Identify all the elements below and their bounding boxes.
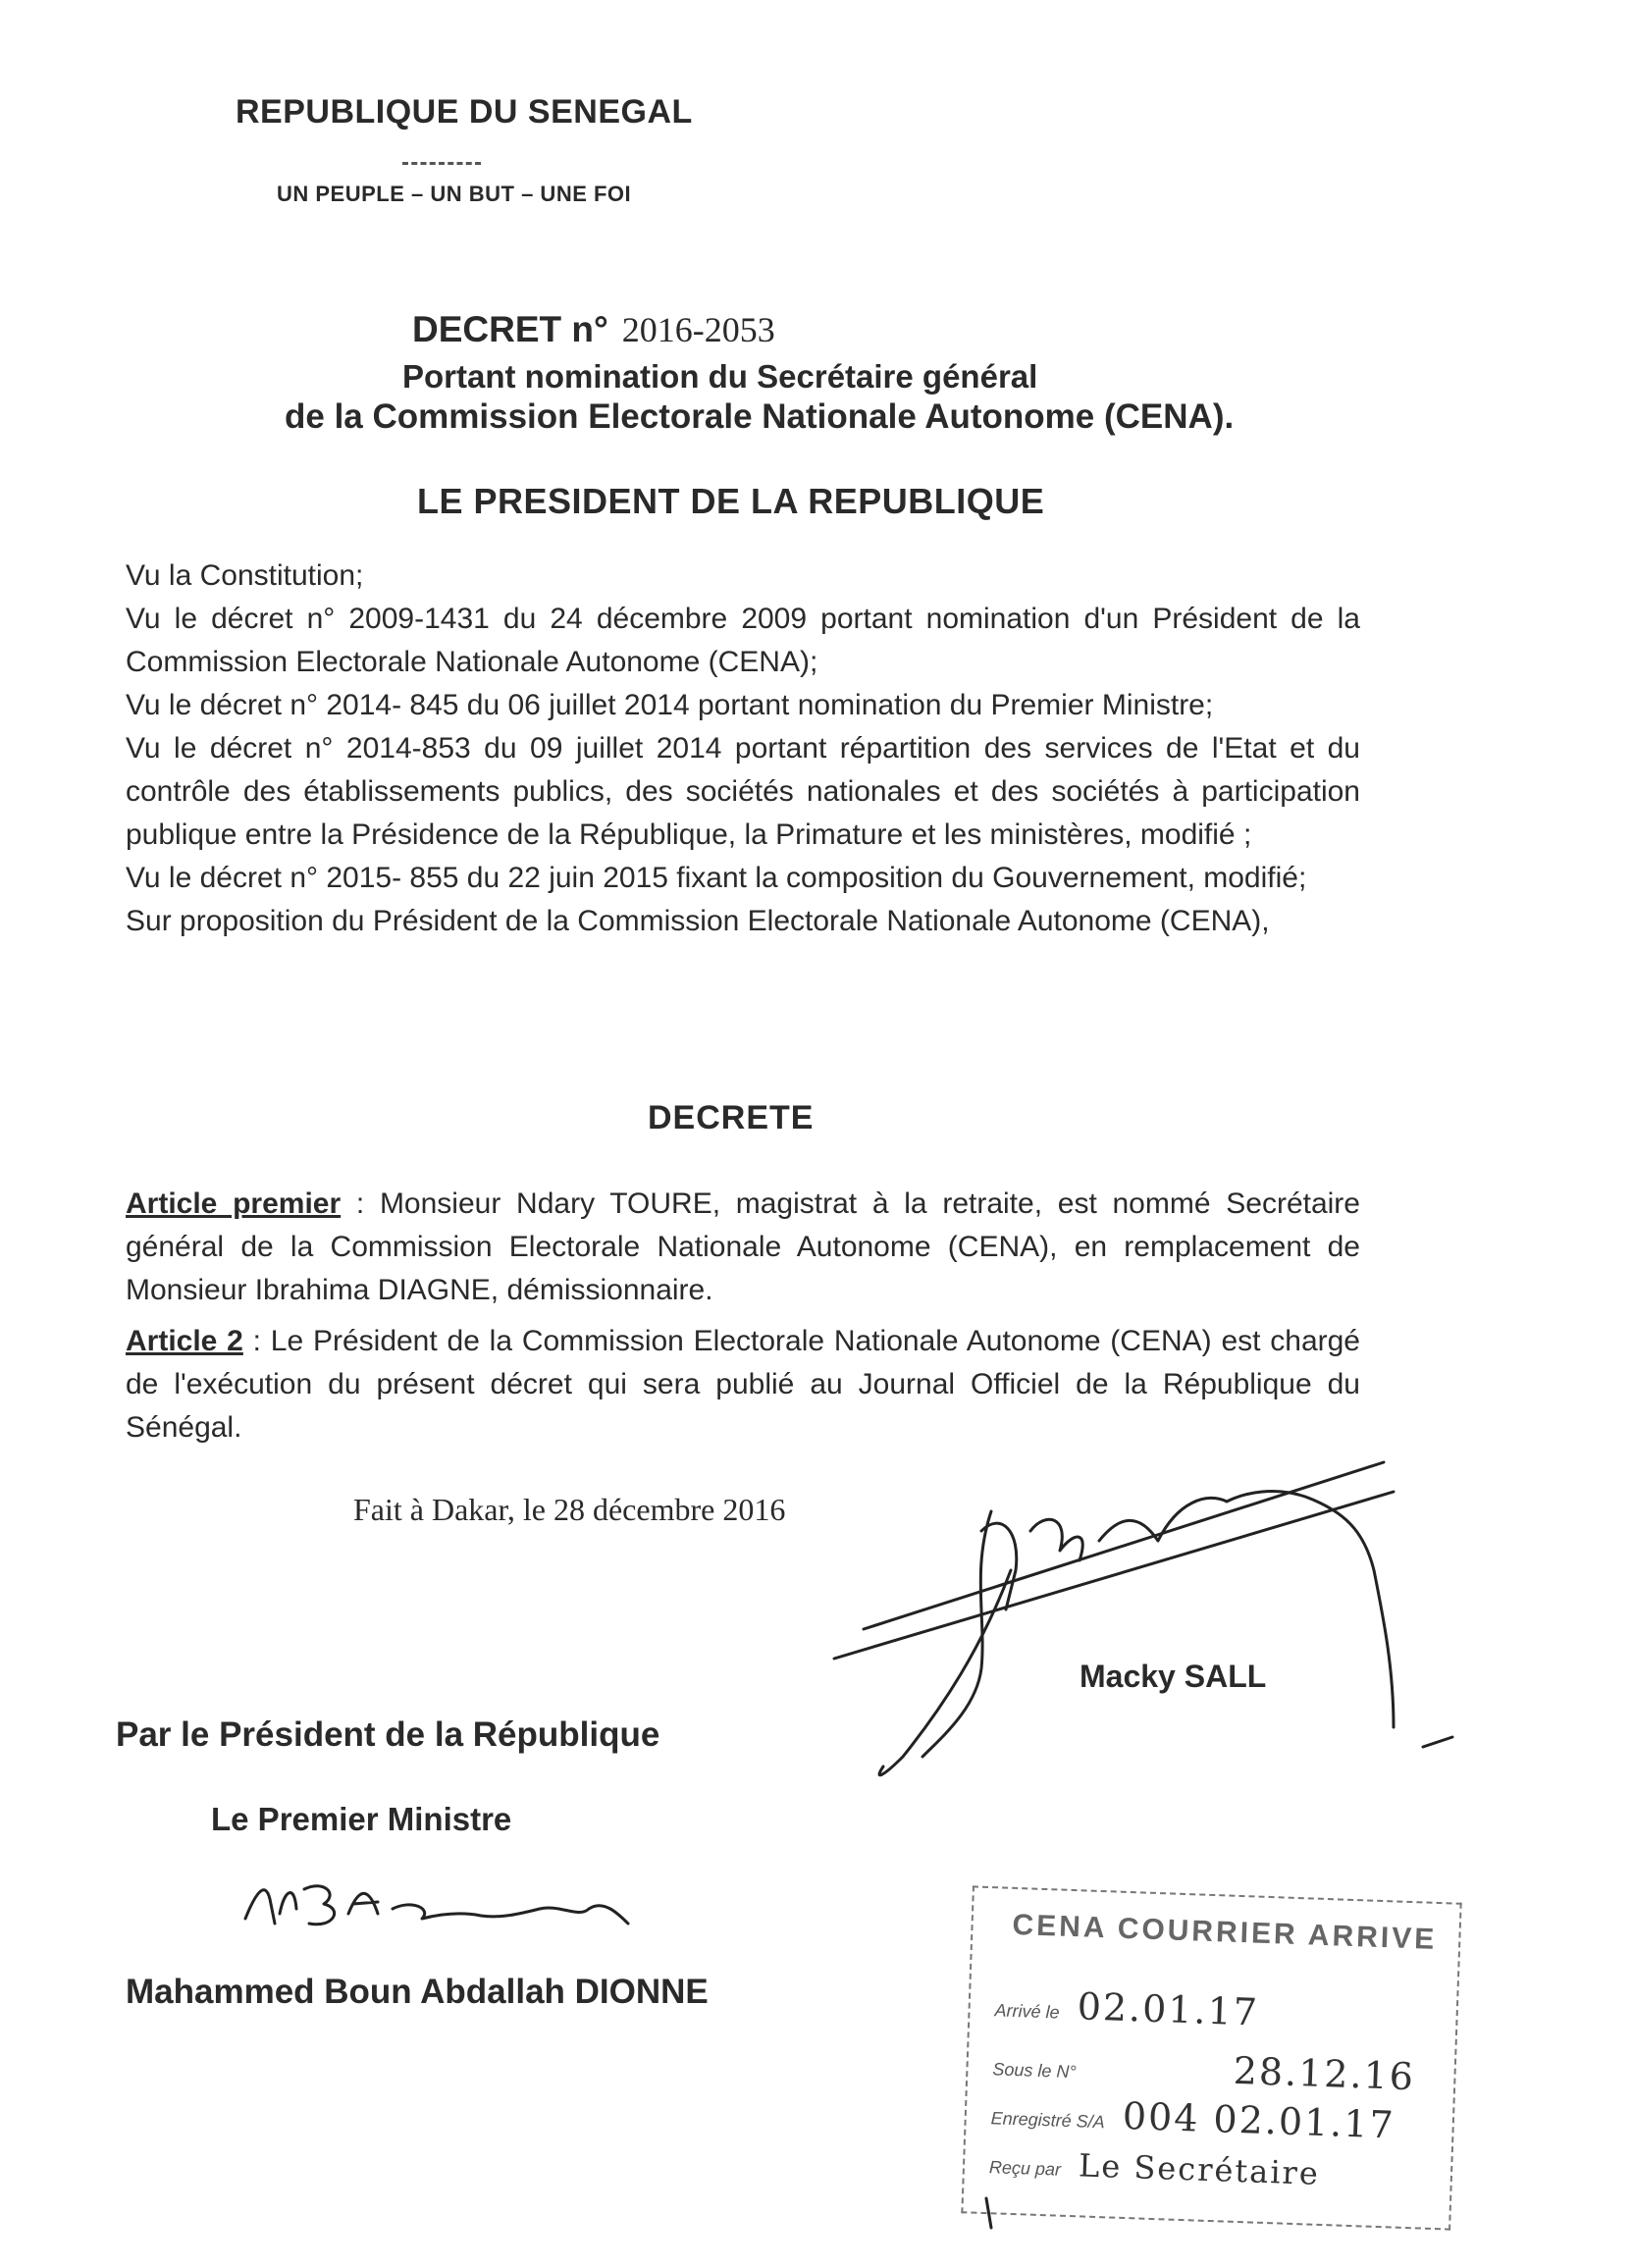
countersign-by: Par le Président de la République	[116, 1715, 660, 1754]
stamp-enreg-value: 004 02.01.17	[1122, 2093, 1396, 2147]
stamp-enreg-label: Enregistré S/A	[990, 2108, 1106, 2133]
decree-label: DECRET n°	[412, 309, 608, 349]
place-and-date: Fait à Dakar, le 28 décembre 2016	[353, 1492, 786, 1527]
decree-subtitle-2: de la Commission Electorale Nationale Autonome (CENA).	[285, 397, 1235, 436]
visa-item: Vu le décret n° 2014- 845 du 06 juillet 2014 portant nomination du Premier Ministre;	[126, 689, 1214, 721]
article-1-text: Monsieur Ndary TOURE, magistrat à la retraite, est nommé Secrétaire général de la Commission Electorale Nationale Autonome (CENA), en remplacement de Monsieur Ibrahima DIAGNE, démissionnaire.	[126, 1187, 1360, 1306]
signer-name: Macky SALL	[1080, 1659, 1267, 1694]
article-2	[126, 1320, 1360, 1450]
stamp-arrive-label: Arrivé le	[994, 2000, 1060, 2023]
president-signature-stroke	[834, 1462, 1394, 1659]
reception-stamp	[961, 1885, 1461, 2230]
visa-item: Sur proposition du Président de la Commission Electorale Nationale Autonome (CENA),	[126, 905, 1270, 937]
signature-tick	[1423, 1737, 1452, 1747]
visa-item: Vu le décret n° 2009-1431 du 24 décembre 2009 portant nomination d'un Président de la Commission Electorale Nationale Autonome (CENA);	[126, 603, 1360, 678]
visa-item: Vu le décret n° 2014-853 du 09 juillet 2014 portant répartition des services de l'Etat et du contrôle des établissements publics, des sociétés nationales et des sociétés à participation publique entre la Présidence de la République, la Primature et les ministères, modifié ;	[126, 732, 1360, 851]
president-signature	[922, 1492, 1394, 1757]
decree-number: 2016-2053	[621, 310, 775, 349]
article-2-label: Article 2	[126, 1325, 243, 1357]
stamp-row-arrive	[994, 1981, 1260, 2033]
stamp-sous-value: 28.12.16	[1233, 2048, 1416, 2099]
authority-heading: LE PRESIDENT DE LA REPUBLIQUE	[417, 481, 1045, 521]
prime-minister-title: Le Premier Ministre	[211, 1801, 512, 1837]
visa-item: Vu la Constitution;	[126, 559, 364, 592]
stamp-row-sous	[992, 2040, 1416, 2098]
stamp-sous-label: Sous le N°	[992, 2059, 1078, 2083]
decree-title	[412, 309, 775, 350]
article-1-label: Article premier	[126, 1187, 342, 1220]
prime-minister-name: Mahammed Boun Abdallah DIONNE	[126, 1973, 709, 2011]
stamp-row-recu	[988, 2143, 1320, 2192]
national-motto: UN PEUPLE – UN BUT – UNE FOI	[277, 182, 632, 206]
header-divider	[402, 162, 481, 165]
stamp-recu-value: Le Secrétaire	[1078, 2146, 1321, 2192]
stamp-header: CENA COURRIER ARRIVE	[1012, 1908, 1438, 1956]
visas-block	[126, 554, 1360, 943]
stamp-row-enreg	[990, 2089, 1396, 2146]
article-1-separator: :	[341, 1187, 380, 1220]
article-2-separator: :	[242, 1325, 271, 1357]
prime-minister-signature	[245, 1886, 628, 1925]
decree-subtitle-1: Portant nomination du Secrétaire général	[402, 358, 1038, 395]
article-2-text: Le Président de la Commission Electorale Nationale Autonome (CENA) est chargé de l'exécution du présent décret qui sera publié au Journal Officiel de la République du Sénégal.	[126, 1325, 1360, 1444]
decrete-heading: DECRETE	[648, 1099, 815, 1136]
country-heading: REPUBLIQUE DU SENEGAL	[236, 93, 693, 131]
president-signature-flourish	[879, 1570, 1011, 1775]
visa-item: Vu le décret n° 2015- 855 du 22 juin 2015 fixant la composition du Gouvernement, modifié;	[126, 862, 1307, 894]
stamp-recu-label: Reçu par	[988, 2157, 1062, 2180]
article-1	[126, 1183, 1360, 1312]
stamp-arrive-value: 02.01.17	[1077, 1984, 1260, 2034]
